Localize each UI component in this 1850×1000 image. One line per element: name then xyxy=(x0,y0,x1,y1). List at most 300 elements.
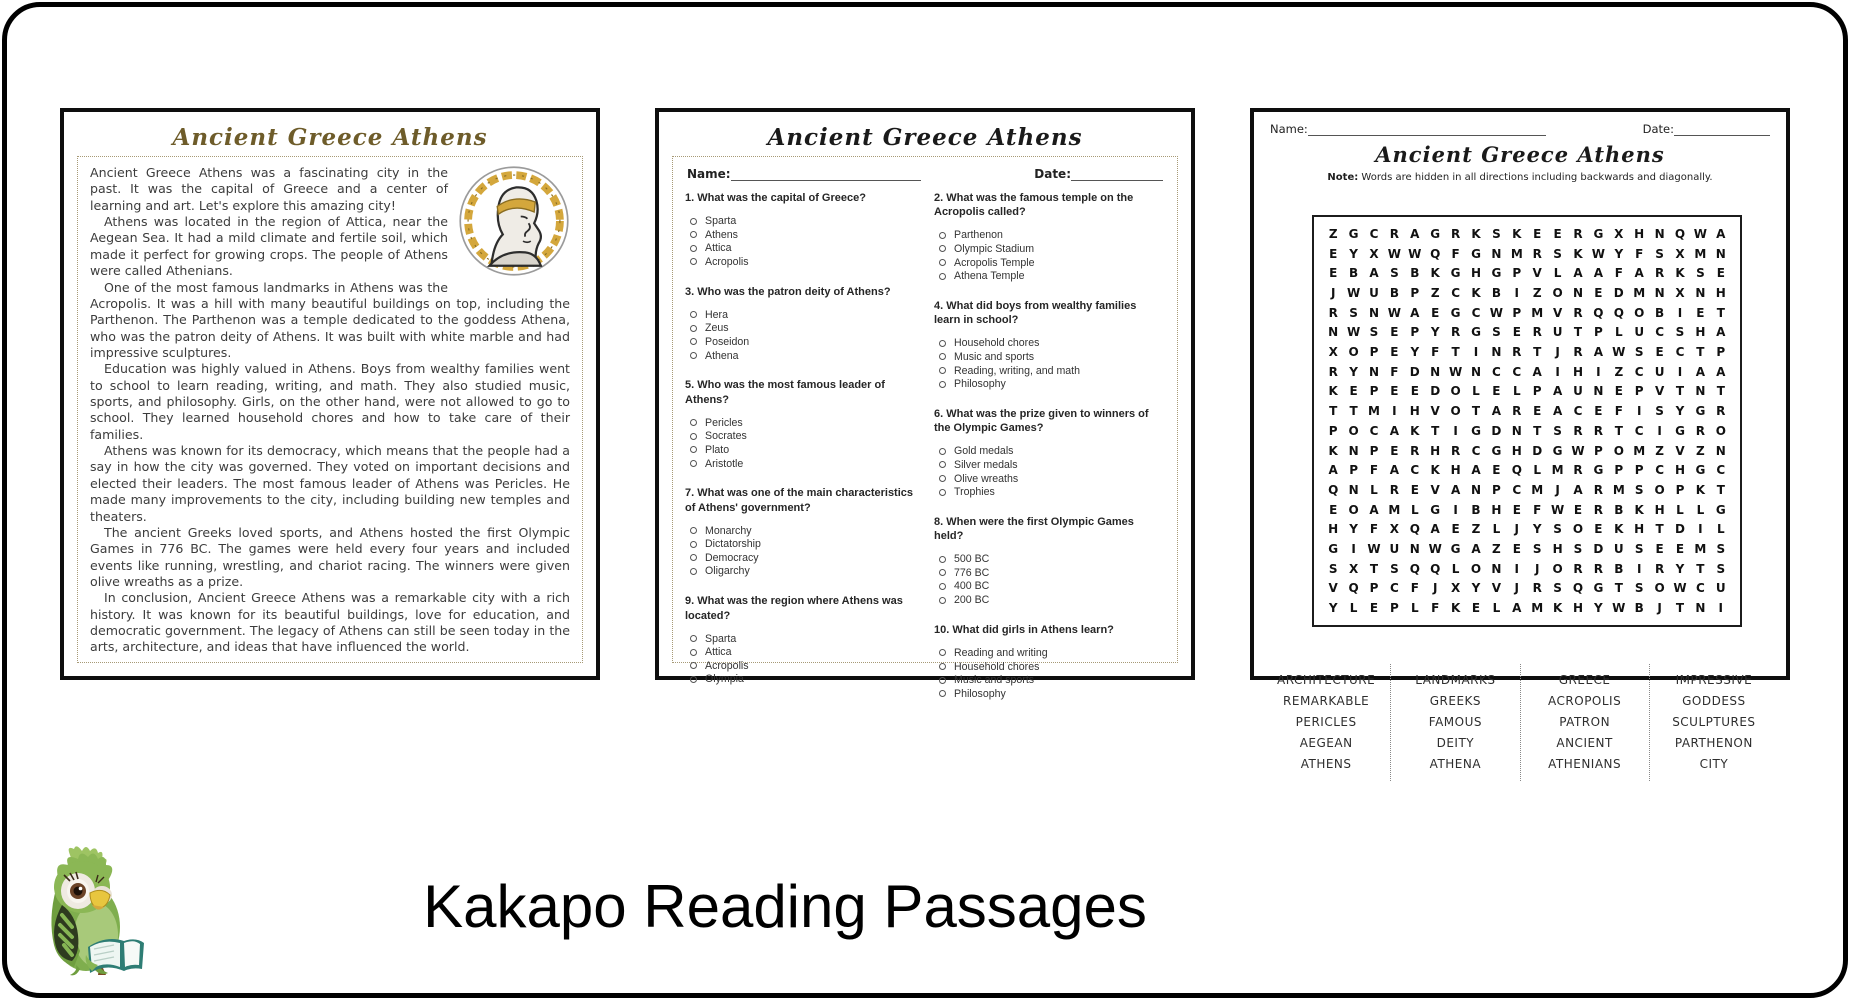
grid-letter: Q xyxy=(1348,581,1359,596)
grid-letter: C xyxy=(1695,581,1705,596)
grid-letter: B xyxy=(1655,305,1665,320)
grid-letter: E xyxy=(1390,345,1399,360)
grid-letter: O xyxy=(1654,482,1665,497)
search-word: FAMOUS xyxy=(1428,715,1482,729)
grid-letter: H xyxy=(1572,364,1584,379)
grid-letter: O xyxy=(1348,502,1359,517)
option-bullet xyxy=(939,649,946,656)
grid-letter: G xyxy=(1471,423,1481,438)
grid-letter: A xyxy=(1389,423,1400,438)
option-bullet xyxy=(690,352,697,359)
grid-letter: A xyxy=(1410,226,1420,241)
grid-letter: C xyxy=(1675,345,1685,360)
grid-letter: M xyxy=(1531,482,1544,497)
grid-letter: I xyxy=(1677,364,1683,379)
grid-letter: S xyxy=(1553,423,1562,438)
grid-letter: P xyxy=(1634,384,1644,399)
grid-letter: J xyxy=(1514,522,1520,537)
grid-letter: K xyxy=(1430,463,1440,478)
answer-option xyxy=(690,214,916,228)
grid-letter: B xyxy=(1389,285,1399,300)
option-bullet xyxy=(690,325,697,332)
grid-letter: Y xyxy=(1430,325,1440,340)
grid-letter: U xyxy=(1715,581,1726,596)
option-label: Plato xyxy=(705,443,730,456)
grid-letter: X xyxy=(1328,345,1338,360)
grid-letter: W xyxy=(1428,542,1442,557)
grid-letter: Z xyxy=(1430,285,1440,300)
grid-letter: O xyxy=(1613,443,1624,458)
grid-letter: B xyxy=(1471,502,1481,517)
passage-paragraph: Athens was known for its democracy, which means that the people had a say in how the city was governed. They voted on important decisions and elected their leaders. The most famous leader of Athens was Pericles. He made many improvements to the city, including building new temples and theaters. xyxy=(90,443,570,524)
grid-letter: E xyxy=(1349,384,1358,399)
grid-letter: Z xyxy=(1492,542,1501,557)
grid-letter: A xyxy=(1573,266,1583,281)
grid-letter: T xyxy=(1675,384,1685,399)
grid-letter: L xyxy=(1553,266,1562,281)
grid-letter: P xyxy=(1410,325,1420,340)
grid-letter: P xyxy=(1675,482,1685,497)
grid-letter: N xyxy=(1470,482,1482,497)
grid-letter: K xyxy=(1634,502,1644,517)
option-label: Sparta xyxy=(705,632,737,645)
question-label: 9. What was the region where Athens was located? xyxy=(685,595,903,622)
grid-letter: Y xyxy=(1328,601,1338,616)
grid-letter: E xyxy=(1369,601,1379,616)
grid-letter: Z xyxy=(1471,522,1481,537)
wordsearch-page xyxy=(1250,108,1790,771)
grid-letter: T xyxy=(1675,601,1685,616)
option-label: Zeus xyxy=(705,322,729,335)
grid-letter: G xyxy=(1430,226,1441,241)
search-word: ATHENIANS xyxy=(1548,757,1622,771)
grid-letter: Q xyxy=(1572,581,1584,596)
grid-letter: S xyxy=(1716,542,1726,557)
grid-letter: N xyxy=(1491,246,1502,261)
grid-letter: H xyxy=(1715,285,1726,300)
grid-letter: P xyxy=(1593,325,1603,340)
grid-letter: K xyxy=(1552,601,1563,616)
grid-letter: A xyxy=(1369,266,1379,281)
grid-letter: A xyxy=(1593,266,1604,281)
grid-letter: P xyxy=(1369,443,1379,458)
grid-letter: T xyxy=(1451,345,1460,360)
grid-letter: J xyxy=(1534,561,1540,576)
grid-letter: E xyxy=(1492,384,1501,399)
option-bullet xyxy=(939,556,946,563)
word-list-column xyxy=(1520,664,1649,781)
grid-letter: M xyxy=(1694,542,1707,557)
search-word: GODDESS xyxy=(1682,694,1746,708)
option-bullet xyxy=(690,258,697,265)
grid-letter: Z xyxy=(1328,226,1338,241)
grid-letter: P xyxy=(1614,463,1624,478)
grid-letter: C xyxy=(1369,423,1379,438)
option-bullet xyxy=(690,245,697,252)
grid-letter: E xyxy=(1431,305,1440,320)
grid-letter: G xyxy=(1450,266,1461,281)
grid-letter: Q xyxy=(1674,226,1686,241)
option-label: Aristotle xyxy=(705,457,744,470)
grid-letter: V xyxy=(1675,443,1685,458)
grid-letter: L xyxy=(1410,502,1419,517)
search-word: LANDMARKS xyxy=(1415,673,1496,687)
grid-letter: G xyxy=(1695,463,1706,478)
name-blank-line xyxy=(731,168,921,181)
grid-letter: H xyxy=(1654,502,1665,517)
grid-letter: D xyxy=(1491,423,1502,438)
grid-letter: P xyxy=(1634,463,1644,478)
grid-letter: P xyxy=(1532,384,1542,399)
grid-letter: P xyxy=(1593,443,1603,458)
grid-letter: K xyxy=(1614,522,1624,537)
grid-letter: G xyxy=(1471,246,1481,261)
page-title: Ancient Greece Athens xyxy=(767,124,1083,151)
grid-letter: P xyxy=(1328,423,1338,438)
answer-option xyxy=(690,457,916,471)
answer-option xyxy=(690,349,916,363)
answer-option xyxy=(939,580,1165,594)
grid-letter: Y xyxy=(1471,581,1481,596)
note-text: Words are hidden in all directions including backwards and diagonally. xyxy=(1358,172,1713,183)
grid-letter: Y xyxy=(1614,246,1624,261)
grid-letter: O xyxy=(1715,423,1726,438)
grid-letter: D xyxy=(1675,522,1685,537)
option-bullet xyxy=(690,527,697,534)
grid-letter: Y xyxy=(1532,522,1542,537)
option-bullet xyxy=(939,367,946,374)
answer-option xyxy=(690,416,916,430)
grid-letter: G xyxy=(1491,266,1502,281)
grid-letter: S xyxy=(1553,246,1562,261)
passage-page xyxy=(60,108,600,680)
grid-letter: B xyxy=(1410,266,1420,281)
option-bullet xyxy=(690,554,697,561)
grid-letter: S xyxy=(1634,581,1644,596)
grid-letter: X xyxy=(1369,246,1379,261)
wordsearch-grid xyxy=(1312,215,1742,627)
grid-letter: E xyxy=(1451,522,1460,537)
date-field xyxy=(1034,167,1163,181)
grid-letter: F xyxy=(1431,345,1440,360)
option-bullet xyxy=(939,690,946,697)
grid-letter: A xyxy=(1716,364,1726,379)
date-label: Date: xyxy=(1642,122,1674,136)
grid-letter: Q xyxy=(1593,305,1604,320)
option-bullet xyxy=(690,649,697,656)
answer-option xyxy=(939,458,1165,472)
grid-letter: A xyxy=(1532,364,1542,379)
grid-letter: L xyxy=(1512,384,1521,399)
search-word: PATRON xyxy=(1559,715,1611,729)
grid-letter: E xyxy=(1533,404,1542,419)
grid-letter: R xyxy=(1532,246,1542,261)
grid-letter: M xyxy=(1368,404,1380,419)
option-label: Attica xyxy=(705,646,732,659)
answer-option xyxy=(939,256,1165,270)
grid-letter: H xyxy=(1634,226,1645,241)
option-bullet xyxy=(939,677,946,684)
grid-letter: D xyxy=(1532,443,1543,458)
grid-letter: W xyxy=(1346,285,1361,300)
grid-letter: A xyxy=(1573,482,1583,497)
date-blank-line xyxy=(1071,168,1163,181)
grid-letter: K xyxy=(1450,601,1461,616)
date-label: Date: xyxy=(1034,167,1071,181)
grid-letter: F xyxy=(1614,404,1623,419)
grid-letter: C xyxy=(1471,443,1481,458)
option-label: Household chores xyxy=(954,337,1040,350)
grid-letter: A xyxy=(1471,542,1481,557)
word-list-column xyxy=(1390,664,1519,781)
grid-letter: L xyxy=(1492,522,1501,537)
option-bullet xyxy=(939,461,946,468)
greek-coin-illustration xyxy=(458,165,570,277)
name-date-row xyxy=(687,167,1163,181)
grid-letter: C xyxy=(1389,581,1399,596)
grid-letter: K xyxy=(1675,266,1685,281)
name-date-row xyxy=(1270,122,1770,136)
grid-letter: W xyxy=(1387,305,1402,320)
grid-letter: T xyxy=(1533,345,1542,360)
answer-option xyxy=(690,335,916,349)
name-field xyxy=(687,167,921,181)
search-word: ARCHITECTURE xyxy=(1277,673,1376,687)
question-block xyxy=(934,299,1165,391)
grid-letter: P xyxy=(1410,285,1420,300)
grid-letter: Y xyxy=(1675,404,1685,419)
grid-letter: M xyxy=(1612,482,1625,497)
passage-paragraph: Ancient Greece Athens was a fascinating city in the past. It was the capital of Greece and a center of learning and art. Let's explore this amazing city! xyxy=(90,165,448,213)
answer-option xyxy=(939,364,1165,378)
grid-letter: L xyxy=(1716,522,1725,537)
grid-letter: L xyxy=(1696,502,1705,517)
option-label: Music and sports xyxy=(954,350,1035,363)
grid-letter: N xyxy=(1695,285,1706,300)
option-label: Monarchy xyxy=(705,524,752,537)
grid-letter: I xyxy=(1514,285,1520,300)
grid-letter: C xyxy=(1655,325,1664,340)
grid-letter: S xyxy=(1716,561,1726,576)
grid-letter: G xyxy=(1430,502,1441,517)
question-block xyxy=(685,378,916,470)
grid-letter: R xyxy=(1573,305,1583,320)
grid-letter: U xyxy=(1552,325,1563,340)
grid-letter: V xyxy=(1430,482,1440,497)
answer-option xyxy=(690,241,916,255)
grid-letter: Y xyxy=(1349,364,1358,379)
grid-letter: K xyxy=(1328,384,1338,399)
grid-letter: I xyxy=(1718,601,1724,616)
grid-letter: T xyxy=(1696,561,1705,576)
grid-letter: N xyxy=(1470,364,1482,379)
grid-letter: N xyxy=(1654,285,1665,300)
grid-letter: E xyxy=(1390,325,1399,340)
answer-option xyxy=(690,322,916,336)
grid-letter: R xyxy=(1450,226,1461,241)
grid-letter: L xyxy=(1451,561,1460,576)
option-label: Olive wreaths xyxy=(954,472,1019,485)
search-word: AEGEAN xyxy=(1299,736,1353,750)
grid-letter: H xyxy=(1409,404,1420,419)
grid-letter: Q xyxy=(1430,246,1441,261)
grid-letter: K xyxy=(1471,285,1481,300)
grid-letter: P xyxy=(1512,266,1522,281)
grid-letter: P xyxy=(1349,463,1358,478)
option-label: Silver medals xyxy=(954,458,1018,471)
grid-letter: L xyxy=(1370,482,1378,497)
grid-letter: T xyxy=(1614,581,1623,596)
option-bullet xyxy=(690,231,697,238)
grid-letter: R xyxy=(1389,226,1400,241)
grid-letter: I xyxy=(1351,542,1356,557)
grid-letter: A xyxy=(1552,404,1563,419)
grid-letter: X xyxy=(1389,522,1400,537)
option-bullet xyxy=(690,676,697,683)
grid-letter: S xyxy=(1390,561,1399,576)
word-list-column xyxy=(1262,664,1390,781)
answer-option xyxy=(939,472,1165,486)
grid-letter: N xyxy=(1511,423,1522,438)
answer-option xyxy=(939,660,1165,674)
grid-letter: T xyxy=(1614,423,1623,438)
grid-letter: G xyxy=(1695,404,1706,419)
grid-letter: G xyxy=(1675,423,1685,438)
grid-letter: S xyxy=(1553,581,1562,596)
grid-letter: Q xyxy=(1409,522,1420,537)
grid-letter: P xyxy=(1369,581,1379,596)
grid-letter: W xyxy=(1408,246,1422,261)
grid-letter: S xyxy=(1553,522,1562,537)
grid-letter: N xyxy=(1348,443,1359,458)
answer-option xyxy=(690,565,916,579)
grid-letter: N xyxy=(1368,305,1380,320)
grid-letter: N xyxy=(1715,246,1726,261)
date-field xyxy=(1643,122,1770,136)
answer-option xyxy=(690,538,916,552)
grid-letter: E xyxy=(1410,482,1419,497)
grid-letter: I xyxy=(1677,305,1683,320)
grid-letter: S xyxy=(1634,345,1644,360)
option-label: Attica xyxy=(705,242,732,255)
grid-letter: H xyxy=(1674,463,1686,478)
grid-letter: O xyxy=(1572,522,1584,537)
search-word: CITY xyxy=(1699,757,1729,771)
grid-letter: O xyxy=(1450,404,1461,419)
grid-letter: Z xyxy=(1614,364,1624,379)
answer-option xyxy=(939,377,1165,391)
answer-option xyxy=(939,485,1165,499)
page-title: Ancient Greece Athens xyxy=(1375,142,1665,167)
grid-letter: B xyxy=(1614,561,1624,576)
grid-letter: E xyxy=(1573,502,1583,517)
name-label: Name: xyxy=(687,167,731,181)
grid-letter: T xyxy=(1716,482,1725,497)
question-label: 10. What did girls in Athens learn? xyxy=(934,623,1114,636)
grid-letter: C xyxy=(1716,463,1726,478)
grid-letter: R xyxy=(1512,404,1522,419)
answer-option xyxy=(939,566,1165,580)
search-word: IMPRESSIVE xyxy=(1675,673,1753,687)
answer-option xyxy=(690,645,916,659)
grid-letter: R xyxy=(1389,482,1400,497)
question-label: 4. What did boys from wealthy families learn in school? xyxy=(934,299,1137,327)
grid-letter: F xyxy=(1410,581,1419,596)
grid-letter: H xyxy=(1430,443,1441,458)
grid-letter: A xyxy=(1552,384,1563,399)
grid-letter: T xyxy=(1533,423,1542,438)
grid-letter: C xyxy=(1573,404,1583,419)
grid-letter: R xyxy=(1450,325,1461,340)
grid-letter: R xyxy=(1654,266,1665,281)
grid-letter: V xyxy=(1552,305,1563,320)
grid-letter: S xyxy=(1349,305,1358,320)
grid-letter: W xyxy=(1571,443,1585,458)
question-block xyxy=(934,515,1165,607)
grid-letter: G xyxy=(1450,542,1461,557)
option-bullet xyxy=(939,273,946,280)
grid-letter: M xyxy=(1388,502,1401,517)
grid-letter: X xyxy=(1614,226,1624,241)
grid-letter: N xyxy=(1491,345,1502,360)
grid-letter: S xyxy=(1655,404,1664,419)
grid-letter: D xyxy=(1593,542,1604,557)
grid-letter: E xyxy=(1512,542,1521,557)
option-bullet xyxy=(690,338,697,345)
grid-letter: S xyxy=(1696,266,1705,281)
answer-option xyxy=(690,551,916,565)
option-bullet xyxy=(690,541,697,548)
grid-letter: C xyxy=(1512,364,1522,379)
grid-letter: N xyxy=(1572,285,1584,300)
grid-letter: K xyxy=(1410,423,1420,438)
grid-letter: I xyxy=(1657,423,1662,438)
question-block xyxy=(685,594,916,686)
grid-letter: V xyxy=(1491,581,1502,596)
grid-letter: T xyxy=(1329,404,1338,419)
grid-letter: O xyxy=(1552,561,1563,576)
search-word: DEITY xyxy=(1436,736,1475,750)
grid-letter: K xyxy=(1573,246,1583,261)
grid-letter: V xyxy=(1430,404,1440,419)
grid-letter: J xyxy=(1330,285,1336,300)
grid-letter: V xyxy=(1328,581,1338,596)
grid-letter: L xyxy=(1349,601,1358,616)
grid-letter: R xyxy=(1654,561,1665,576)
grid-letter: C xyxy=(1471,305,1481,320)
grid-letter: N xyxy=(1409,542,1420,557)
grid-letter: X xyxy=(1675,246,1685,261)
grid-letter: D xyxy=(1409,364,1420,379)
question-block xyxy=(934,623,1165,701)
grid-letter: F xyxy=(1533,502,1542,517)
option-label: Trophies xyxy=(954,486,995,499)
answer-option xyxy=(690,228,916,242)
grid-letter: P xyxy=(1369,384,1379,399)
grid-letter: H xyxy=(1491,502,1502,517)
question-block xyxy=(685,486,916,578)
option-bullet xyxy=(939,569,946,576)
grid-letter: R xyxy=(1328,305,1338,320)
search-word: SCULPTURES xyxy=(1672,715,1756,729)
grid-letter: L xyxy=(1614,325,1623,340)
question-columns xyxy=(685,191,1165,717)
grid-letter: S xyxy=(1532,542,1542,557)
grid-letter: E xyxy=(1329,502,1338,517)
grid-letter: Y xyxy=(1410,345,1420,360)
word-list-column xyxy=(1649,664,1778,781)
grid-letter: D xyxy=(1430,384,1441,399)
